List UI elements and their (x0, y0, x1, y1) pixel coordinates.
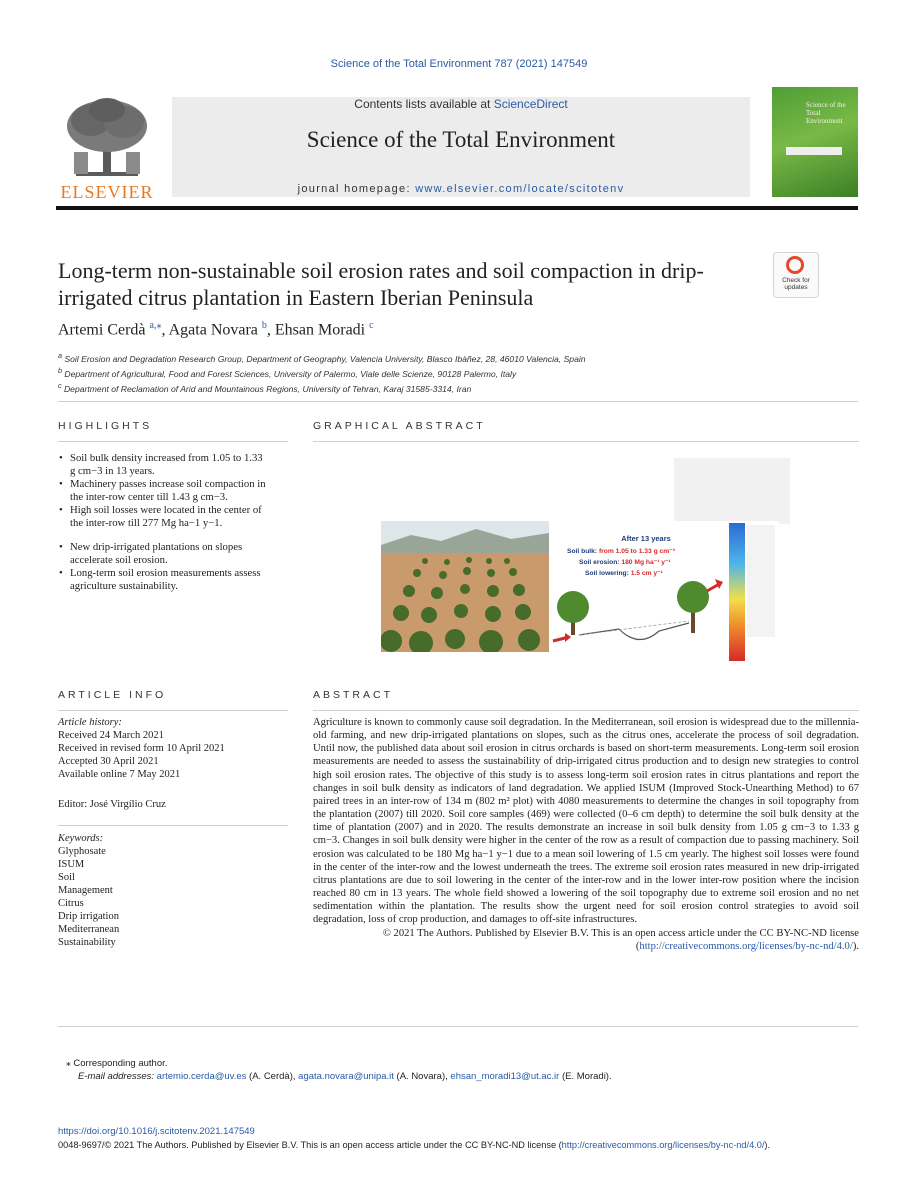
affiliation: $^a$ Soil Erosion and Degradation Research Group, Department of Geography, Valencia University, Blasco Ibàñez, 28, 46010 Valencia, Spain (58, 352, 586, 364)
citrus-field-photo-graphic (381, 521, 549, 652)
journal-name: Science of the Total Environment (306, 127, 616, 152)
diagram-line: Soil erosion: 180 Mg ha⁻¹ y⁻¹ (579, 559, 671, 566)
journal-citation-link[interactable]: Science of the Total Environment 787 (2021) 147549 (330, 58, 588, 70)
article-info (58, 716, 288, 949)
header-divider (56, 206, 858, 210)
section-divider (58, 401, 858, 402)
contents-line (172, 97, 750, 111)
cover-label-box (786, 147, 842, 155)
journal-cover-image[interactable] (772, 87, 858, 197)
check-updates-icon (786, 256, 804, 274)
editor: Editor: José Virgílio Cruz (58, 799, 166, 810)
homepage-link[interactable]: www.elsevier.com/locate/scitotenv (415, 183, 625, 195)
author-affil-link[interactable]: a,⁎ (149, 320, 162, 331)
highlights-heading: HIGHLIGHTS (58, 420, 153, 432)
contents-prefix: Contents lists available at (354, 97, 494, 111)
email-link[interactable]: agata.novara@unipa.it (298, 1071, 394, 1082)
diagram-line: Soil bulk: from 1.05 to 1.33 g cm⁻³ (567, 548, 675, 555)
affiliation: $^b$ Department of Agricultural, Food and Forest Sciences, University of Palermo, Viale delle Scienze, 90128 Palermo, Italy (58, 366, 517, 379)
license-line: 0048-9697/© 2021 The Authors. Published by Elsevier B.V. This is an open access article under the CC BY-NC-ND license (http://creativecommons.org/licenses/by-nc-nd/4.0/). (58, 1140, 771, 1150)
elsevier-tree-icon (56, 96, 158, 182)
soil-lowering-colorbar[interactable] (727, 521, 779, 663)
abstract-copyright: © 2021 The Authors. Published by Elsevier B.V. This is an open access article under the CC BY-NC-ND license (http://creativecommons.org/licenses/by-nc-nd/4.0/). (382, 927, 859, 952)
abstract-divider (313, 710, 859, 711)
diagram-graphic (549, 521, 727, 663)
footer-license-link[interactable]: http://creativecommons.org/licenses/by-nc-nd/4.0/ (561, 1140, 765, 1150)
author-name: Artemi Cerdà (58, 321, 146, 339)
article-info-divider (58, 710, 288, 711)
keywords-label: Keywords: (58, 833, 104, 844)
keyword: Glyphosate (58, 846, 106, 857)
corresponding-footnote (58, 1057, 858, 1083)
homepage-line (172, 183, 750, 195)
author-name: Ehsan Moradi (274, 321, 366, 339)
graphical-abstract-placeholder (674, 458, 790, 524)
graphical-abstract-divider (313, 441, 859, 442)
diagram-title: After 13 years (621, 534, 671, 543)
affiliations (58, 350, 858, 395)
email-line: E-mail addresses: artemio.cerda@uv.es (A. Cerdà), agata.novara@unipa.it (A. Novara), ehsan_moradi13@ut.ac.ir (E. Moradi). (78, 1071, 612, 1082)
author-affil-link[interactable]: b (261, 320, 267, 331)
elsevier-logo[interactable] (56, 96, 158, 200)
homepage-prefix: journal homepage: (297, 183, 416, 195)
license-link[interactable]: http://creativecommons.org/licenses/by-nc-nd/4.0/ (639, 940, 853, 952)
history-item: Accepted 30 April 2021 (58, 756, 159, 767)
check-updates-label: Check for updates (782, 277, 810, 291)
colorbar-graphic (727, 521, 779, 663)
history-item: Available online 7 May 2021 (58, 769, 181, 780)
affiliation: $^c$ Department of Reclamation of Arid and Mountainous Regions, University of Tehran, Karaj 31585-3314, Iran (58, 381, 472, 394)
abstract-text: Agriculture is known to commonly cause soil degradation. In the Mediterranean, soil erosion is widespread due to the millennia-old farming, and new drip-irrigated plantations on slopes, such as the citrus ones, accelerate the process of soil degradation. Until now, the published data about soil erosion in citrus orchards is based on short-term measurements. Long-term soil erosion measurements are needed to assess the sustainability of drip-irrigated citrus production and to design new strategies to control high soil erosion rates. The objective of this study is to assess long-term soil erosion rates in citrus plantations and report the changes in soil bulk density as indicators of land degradation. We applied ISUM (Improved Stock-Unearthing Method) to 67 paired trees in an inter-row of 134 m (802 m² plot) with 4080 measurements to determine the changes in soil topography from the plantation (2007) till 2020. Soil core samples (469) were collected (0–6 cm depth) to determine the soil bulk density at the time of plantation (2007) and in 2020. The results demonstrate an increase in soil bulk density from 1.05 g cm−3 to 1.33 g cm−3. Changes in soil bulk density were higher in the center of the row as a result of compaction due to passing machinery. Soil erosion was calculated to be 180 Mg ha−1 y−1 due to a mean soil lowering of 1.5 cm yearly. The highest soil losses were found in the center of the inter-row and the lowest underneath the trees. The extreme soil erosion rates measured in new drip-irrigated citrus plantations are due to soil lowering in the center of the inter-row and in the lower inter-row position where the incision reached 80 cm in 13 years. The whole field showed a lowering of the soil topography due to extreme soil erosion and no net sedimentation within the plantation. The results show the urgent need for soil erosion control strategies to avoid soil degradation, loss of crop production, and damages to off-site infrastructures. (313, 717, 859, 926)
journal-banner (172, 97, 750, 197)
keyword: ISUM (58, 859, 85, 870)
erosion-diagram[interactable] (549, 521, 727, 663)
keyword: Sustainability (58, 937, 116, 948)
history-item: Received in revised form 10 April 2021 (58, 743, 225, 754)
article-title: Long-term non-sustainable soil erosion rates and soil compaction in drip-irrigated citrus plantation in Eastern Iberian Peninsula (58, 258, 704, 310)
author-name: Agata Novara (168, 321, 258, 339)
highlight-item: • New drip-irrigated plantations on slopes accelerate soil erosion. (58, 541, 268, 567)
corresponding-author: ⁎ Corresponding author. (66, 1058, 168, 1069)
author-list: Artemi Cerdà $^{a,⁎}$, Agata Novara $^b$, Ehsan Moradi $^c$ (58, 320, 374, 339)
highlight-item: • Machinery passes increase soil compaction in the inter-row center till 1.43 g cm−3. (58, 478, 268, 504)
keyword: Mediterranean (58, 924, 120, 935)
footer-divider (58, 1026, 858, 1027)
doi-link[interactable]: https://doi.org/10.1016/j.scitotenv.2021.147549 (58, 1126, 255, 1137)
highlight-item: • High soil losses were located in the center of the inter-row till 277 Mg ha−1 y−1. (58, 504, 268, 530)
elsevier-wordmark: ELSEVIER (60, 182, 154, 202)
diagram-line: Soil lowering: 1.5 cm y⁻¹ (585, 570, 663, 577)
keyword: Citrus (58, 898, 84, 909)
sciencedirect-link[interactable]: ScienceDirect (493, 97, 568, 111)
keywords-divider (58, 825, 288, 826)
keyword: Management (58, 885, 113, 896)
keyword: Drip irrigation (58, 911, 119, 922)
email-link[interactable]: ehsan_moradi13@ut.ac.ir (450, 1071, 560, 1082)
abstract-body (313, 716, 859, 953)
citrus-field-photo[interactable] (381, 521, 549, 652)
graphical-abstract-heading: GRAPHICAL ABSTRACT (313, 420, 486, 432)
author-affil-link[interactable]: c (369, 320, 374, 331)
highlight-item: • Long-term soil erosion measurements assess agriculture sustainability. (58, 567, 268, 593)
history-label: Article history: (58, 717, 122, 728)
highlights-list (58, 452, 268, 593)
article-info-heading: ARTICLE INFO (58, 689, 167, 701)
highlights-divider (58, 441, 288, 442)
abstract-heading: ABSTRACT (313, 689, 394, 701)
highlight-item: • Soil bulk density increased from 1.05 to 1.33 g cm−3 in 13 years. (58, 452, 268, 478)
email-link[interactable]: artemio.cerda@uv.es (156, 1071, 247, 1082)
keyword: Soil (58, 872, 75, 883)
cover-title: Science of the Total Environment (806, 101, 846, 125)
history-item: Received 24 March 2021 (58, 730, 164, 741)
check-for-updates-button[interactable] (773, 252, 819, 298)
